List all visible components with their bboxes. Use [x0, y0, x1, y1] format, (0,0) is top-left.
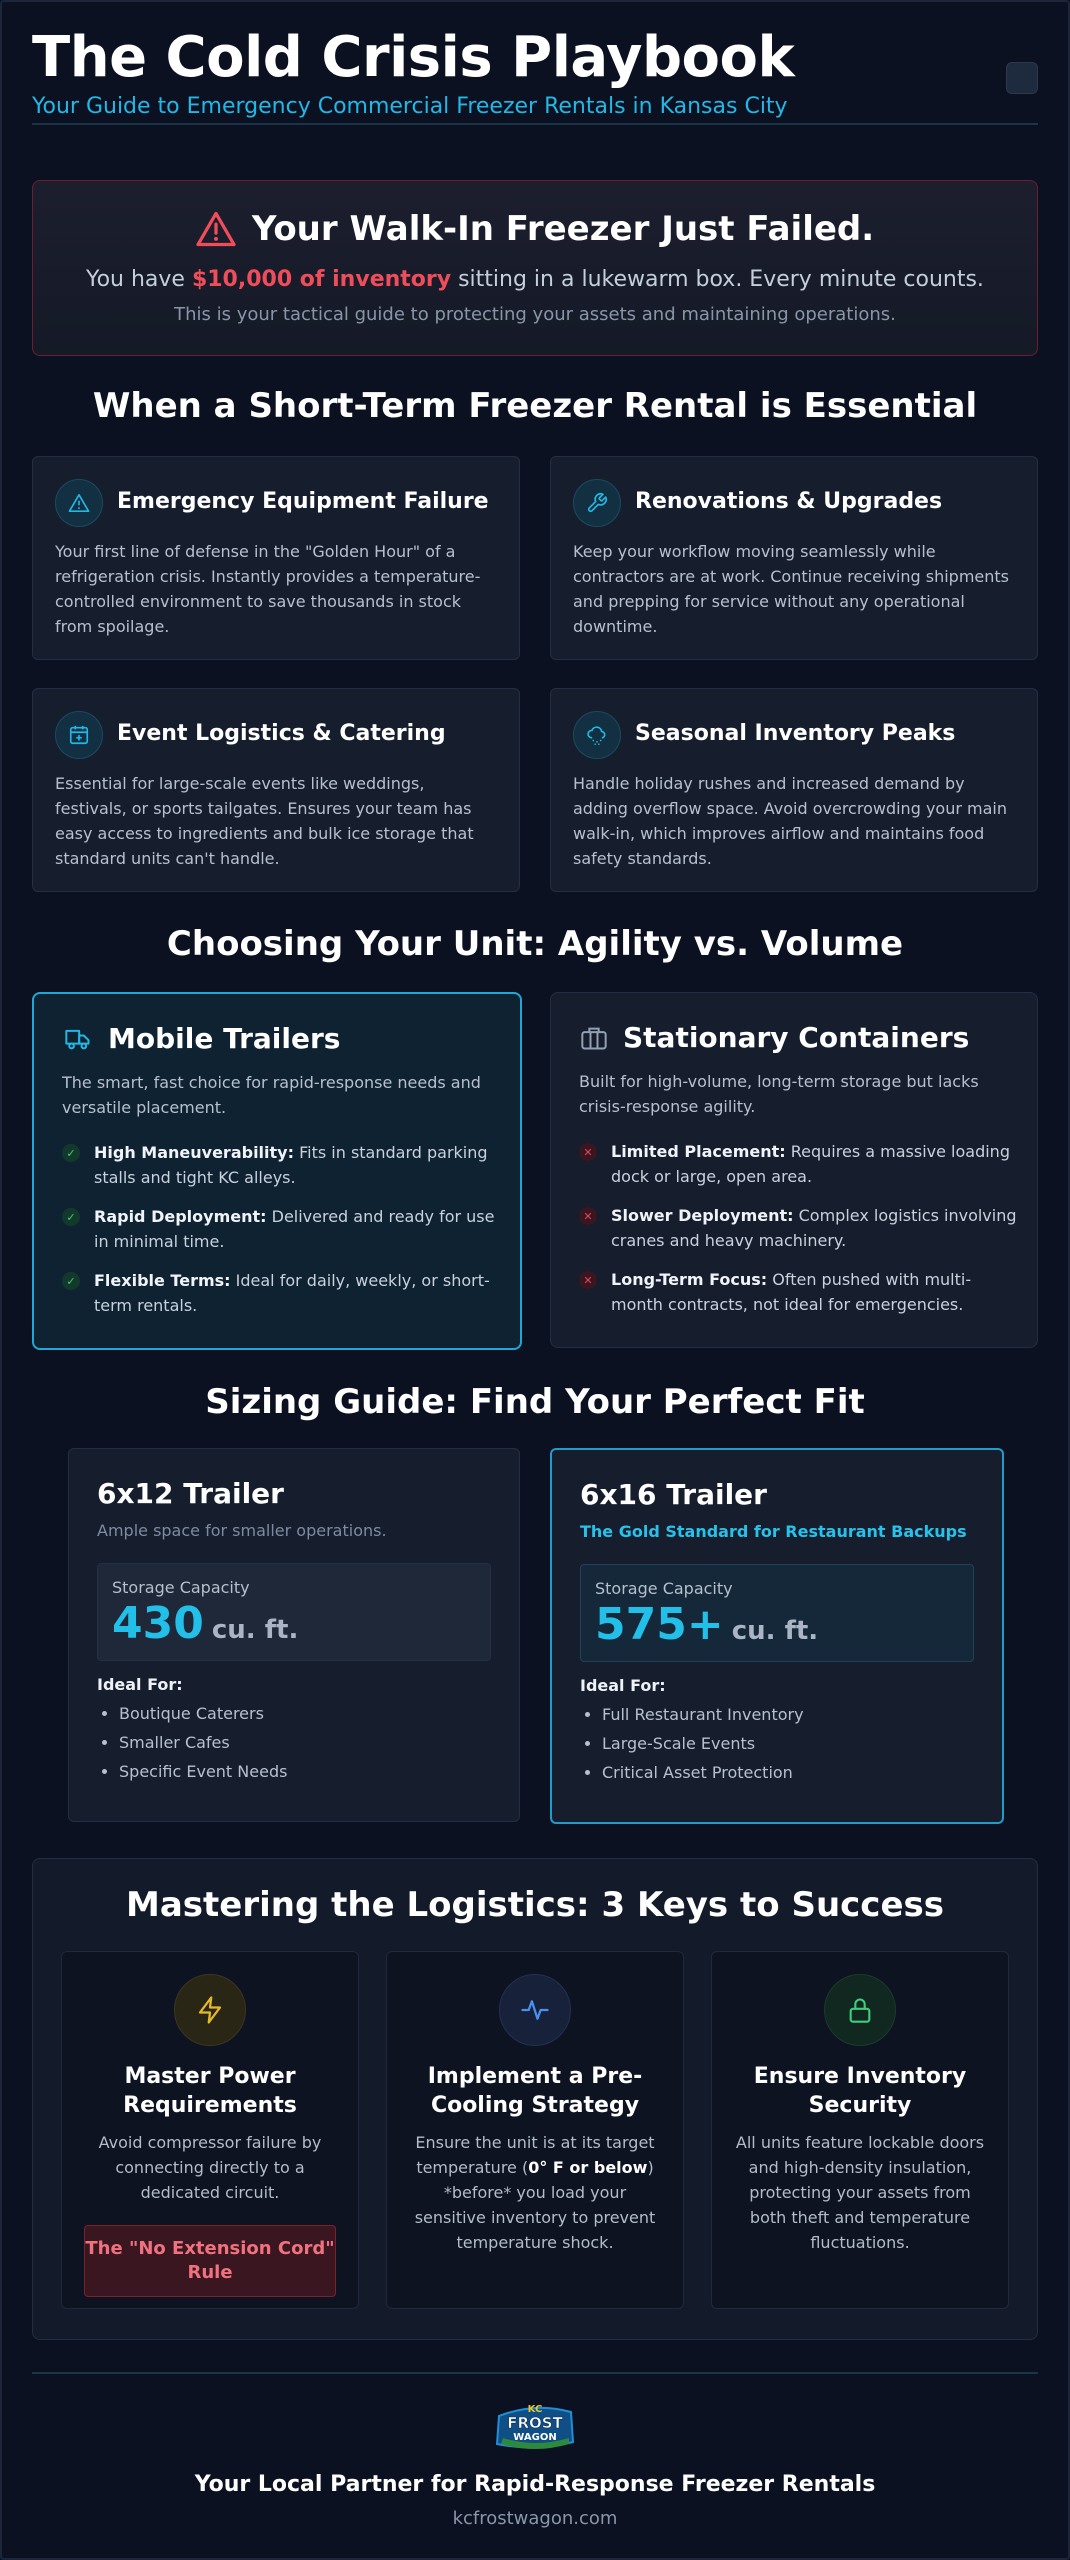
- alert-inventory-value: $10,000 of inventory: [191, 267, 452, 292]
- card-text: Essential for large-scale events like weddings, festivals, or sports tailgates. Ensures your team has easy access to ingredients and bulk ice storage that standard units can't handle.: [55, 774, 474, 868]
- card-title: Renovations & Upgrades: [635, 489, 943, 514]
- alert-banner: [32, 180, 1038, 356]
- check-icon: ✓: [62, 1272, 80, 1290]
- item-text: Requires a massive loading dock or large, open area.: [611, 1142, 1010, 1186]
- sizing-title: Sizing Guide: Find Your Perfect Fit: [205, 1382, 865, 1422]
- alert-heading: [33, 209, 1037, 249]
- item-text: Complex logistics involving cranes and heavy machinery.: [611, 1206, 1017, 1250]
- mobile-trailers-desc: The smart, fast choice for rapid-response needs and versatile placement.: [62, 1073, 481, 1117]
- card-seasonal-peaks: [550, 688, 1038, 892]
- capacity-box: [580, 1564, 974, 1662]
- card-title: Emergency Equipment Failure: [117, 489, 489, 514]
- mobile-trailers-heading: [62, 1022, 340, 1055]
- ideal-for-list: [97, 1699, 287, 1786]
- key-text: [409, 2130, 661, 2255]
- size-title: 6x16 Trailer: [580, 1478, 767, 1511]
- compare-title: Choosing Your Unit: Agility vs. Volume: [166, 924, 904, 964]
- item-text: Fits in standard parking stalls and tight KC alleys.: [94, 1143, 488, 1187]
- page-title: The Cold Crisis Playbook: [32, 25, 795, 90]
- list-item: • Boutique Caterers: [119, 1699, 287, 1728]
- kc-frost-wagon-logo[interactable]: [493, 2398, 577, 2456]
- alert-subtext: This is your tactical guide to protecting your assets and maintaining operations.: [174, 304, 896, 325]
- size-subtitle: Ample space for smaller operations.: [97, 1521, 387, 1540]
- item-label: Flexible Terms:: [94, 1271, 231, 1290]
- card-title: Event Logistics & Catering: [117, 721, 446, 746]
- stationary-containers-card: [550, 992, 1038, 1348]
- card-renovations: [550, 456, 1038, 660]
- key-title: Master Power Requirements: [123, 2064, 297, 2118]
- alert-message-prefix: You have: [86, 267, 192, 292]
- logo-kc: KC: [527, 2404, 543, 2415]
- capacity-unit: cu. ft.: [731, 1616, 819, 1646]
- item-text: Ideal for daily, weekly, or short-term rentals.: [94, 1271, 490, 1315]
- target-temperature: 0° F or below: [528, 2158, 648, 2177]
- card-text: Handle holiday rushes and increased demand by adding overflow space. Avoid overcrowding your main walk-in, which improves airflow and maintains food safety standards.: [573, 774, 1007, 868]
- calendar-icon: [55, 711, 103, 759]
- capacity-value-wrap: [595, 1599, 818, 1650]
- no-extension-cord-button[interactable]: The "No Extension Cord" Rule: [84, 2225, 336, 2297]
- card-text: Your first line of defense in the "Golden Hour" of a refrigeration crisis. Instantly provides a temperature-controlled environment to save thousands in stock from spoilage.: [55, 542, 481, 636]
- ideal-for-list: [580, 1700, 804, 1787]
- snow-cloud-icon: [573, 711, 621, 759]
- item-text: Often pushed with multi-month contracts, not ideal for emergencies.: [611, 1270, 972, 1314]
- lightning-icon: [174, 1974, 246, 2046]
- footer-url-link[interactable]: kcfrostwagon.com: [452, 2508, 618, 2529]
- capacity-value: 430: [112, 1598, 204, 1649]
- list-item: [579, 1139, 1019, 1189]
- lock-icon: [824, 1974, 896, 2046]
- card-emergency-failure: [32, 456, 520, 660]
- check-icon: ✓: [62, 1208, 80, 1226]
- card-text: Keep your workflow moving seamlessly while contractors are at work. Continue receiving shipments and prepping for service without any operational downtime.: [573, 542, 1009, 636]
- header-divider: [32, 123, 1038, 125]
- card-event-logistics: [32, 688, 520, 892]
- capacity-label: Storage Capacity: [595, 1579, 733, 1598]
- essentials-title: When a Short-Term Freezer Rental is Essential: [92, 386, 978, 426]
- ideal-for-label: Ideal For:: [580, 1676, 666, 1695]
- list-item: • Specific Event Needs: [119, 1757, 287, 1786]
- item-label: High Maneuverability:: [94, 1143, 294, 1162]
- item-label: Rapid Deployment:: [94, 1207, 267, 1226]
- size-card-6x12: [68, 1448, 520, 1822]
- logistics-title: Mastering the Logistics: 3 Keys to Success: [126, 1885, 944, 1925]
- key-title: Ensure Inventory Security: [753, 2064, 967, 2118]
- wrench-icon: [573, 479, 621, 527]
- stationary-containers-heading: [579, 1021, 969, 1054]
- item-label: Long-Term Focus:: [611, 1270, 768, 1289]
- alert-message: [33, 267, 1037, 292]
- key-text: Avoid compressor failure by connecting directly to a dedicated circuit.: [98, 2133, 322, 2202]
- warning-icon: [55, 479, 103, 527]
- key-text: All units feature lockable doors and high-density insulation, protecting your assets from both theft and temperature fluctuations.: [735, 2133, 985, 2252]
- item-label: Limited Placement:: [611, 1142, 786, 1161]
- capacity-value: 575+: [595, 1599, 724, 1650]
- list-item: [62, 1268, 502, 1318]
- alert-title: Your Walk-In Freezer Just Failed.: [251, 209, 875, 249]
- list-item: • Smaller Cafes: [119, 1728, 287, 1757]
- alert-message-suffix: sitting in a lukewarm box. Every minute counts.: [451, 267, 984, 292]
- list-item: • Large-Scale Events: [602, 1729, 804, 1758]
- list-item: [62, 1140, 502, 1190]
- menu-button[interactable]: [1006, 62, 1038, 94]
- briefcase-icon: [579, 1024, 609, 1052]
- item-label: Slower Deployment:: [611, 1206, 794, 1225]
- logo-frost: FROST: [507, 2414, 563, 2432]
- ideal-for-label: Ideal For:: [97, 1675, 183, 1694]
- check-icon: ✓: [62, 1144, 80, 1162]
- stationary-containers-title: Stationary Containers: [623, 1021, 970, 1054]
- item-text: Delivered and ready for use in minimal time.: [94, 1207, 495, 1251]
- capacity-unit: cu. ft.: [211, 1615, 299, 1645]
- page-subtitle: Your Guide to Emergency Commercial Freezer Rentals in Kansas City: [32, 94, 788, 119]
- mobile-trailers-list: [62, 1140, 502, 1332]
- capacity-value-wrap: [112, 1598, 298, 1649]
- footer-divider: [32, 2372, 1038, 2374]
- size-subtitle: The Gold Standard for Restaurant Backups: [580, 1522, 967, 1541]
- key-power: [61, 1951, 359, 2309]
- stationary-containers-desc: Built for high-volume, long-term storage but lacks crisis-response agility.: [579, 1072, 979, 1116]
- logistics-section: [32, 1858, 1038, 2340]
- list-item: • Critical Asset Protection: [602, 1758, 804, 1787]
- card-title: Seasonal Inventory Peaks: [635, 721, 956, 746]
- logo-wagon: WAGON: [513, 2432, 557, 2443]
- key-security: [711, 1951, 1009, 2309]
- key-text-a: Ensure the unit is at its target temperature (: [415, 2133, 655, 2177]
- key-text-c: ) *before* you load your sensitive inventory to prevent temperature shock.: [414, 2158, 656, 2252]
- size-card-6x16: [550, 1448, 1004, 1824]
- x-icon: ✕: [579, 1207, 597, 1225]
- list-item: • Full Restaurant Inventory: [602, 1700, 804, 1729]
- mobile-trailers-card: [32, 992, 522, 1350]
- truck-icon: [62, 1025, 94, 1053]
- pulse-icon: [499, 1974, 571, 2046]
- mobile-trailers-title: Mobile Trailers: [108, 1022, 341, 1055]
- size-title: 6x12 Trailer: [97, 1477, 284, 1510]
- header: [32, 26, 1038, 119]
- list-item: [579, 1203, 1019, 1253]
- capacity-label: Storage Capacity: [112, 1578, 250, 1597]
- x-icon: ✕: [579, 1143, 597, 1161]
- footer-tagline: Your Local Partner for Rapid-Response Freezer Rentals: [194, 2472, 876, 2497]
- key-title: Implement a Pre-Cooling Strategy: [427, 2064, 643, 2118]
- list-item: [579, 1267, 1019, 1317]
- list-item: [62, 1204, 502, 1254]
- x-icon: ✕: [579, 1271, 597, 1289]
- key-precooling: [386, 1951, 684, 2309]
- stationary-containers-list: [579, 1139, 1019, 1331]
- capacity-box: [97, 1563, 491, 1661]
- warning-icon: [196, 211, 236, 247]
